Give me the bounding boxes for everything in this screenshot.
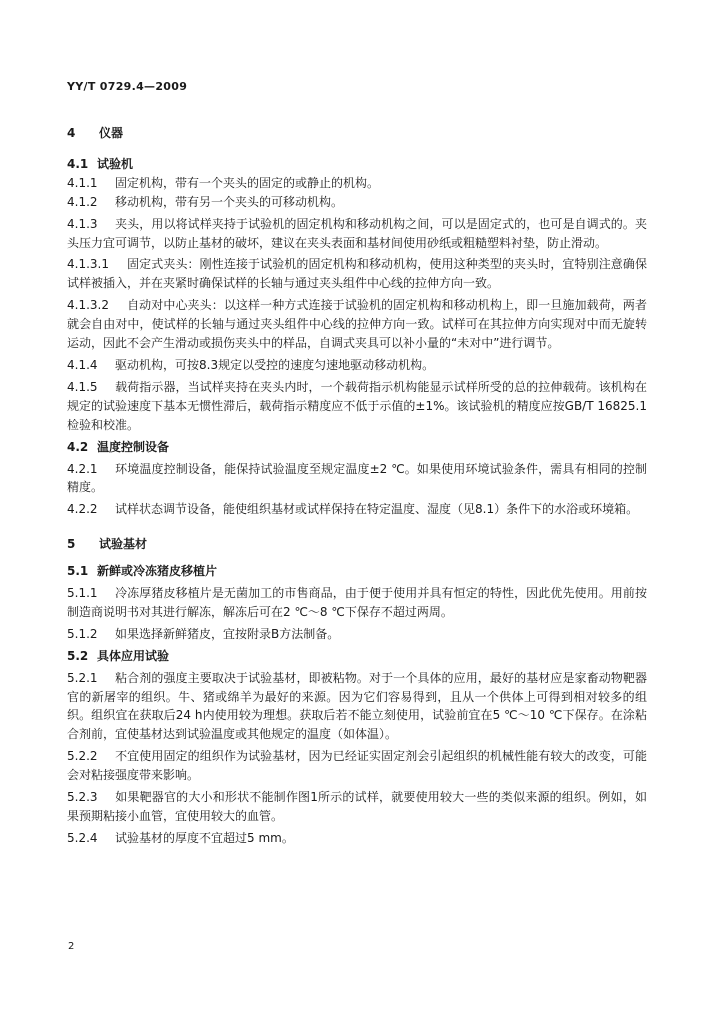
clause-4-1-3-2: 4.1.3.2 自动对中心夹头：以这样一种方式连接于试验机的固定机构和移动机构上，即一旦施加载荷，两者就会自由对中，使试样的长轴与通过夹头组件中心线的拉伸方向一致。试样可在其拉伸方向实现对中而无旋转运动，因此不会产生滑动或损伤夹头中的样品，自调式夹具可以补小量的“未对中”进行调节。 <box>67 298 647 351</box>
clause-4-1-heading: 4.1 试验机 <box>67 156 134 171</box>
clause-4-2-2: 4.2.2 试样状态调节设备，能使组织基材或试样保持在特定温度、湿度（见8.1）条件下的水浴或环境箱。 <box>67 502 639 517</box>
clause-4-1-2: 4.1.2 移动机构，带有另一个夹头的可移动机构。 <box>67 194 344 209</box>
clause-4-1-4: 4.1.4 驱动机构，可按8.3规定以受控的速度匀速地驱动移动机构。 <box>67 357 435 372</box>
clause-4-1-3: 4.1.3 夹头，用以将试样夹持于试验机的固定机构和移动机构之间，可以是固定式的，也可是自调式的。夹头压力宜可调节，以防止基材的破坏，建议在夹头表面和基材间使用砂纸或粗糙塑料衬垫，防止滑动。 <box>67 216 647 250</box>
clause-5-2-2: 5.2.2 不宜使用固定的组织作为试验基材，因为已经证实固定剂会引起组织的机械性能有较大的改变，可能会对粘接强度带来影响。 <box>67 749 647 783</box>
clause-4-1-5: 4.1.5 载荷指示器，当试样夹持在夹头内时，一个载荷指示机构能显示试样所受的总的拉伸载荷。该机构在规定的试验速度下基本无惯性滞后，载荷指示精度应不低于示值的±1%。该试验机的精度应按GB/T 16825.1检验和校准。 <box>67 379 647 432</box>
clause-4-1-3-1: 4.1.3.1 固定式夹头：刚性连接于试验机的固定机构和移动机构，使用这种类型的夹头时，宜特别注意确保试样被插入，并在夹紧时确保试样的长轴与通过夹头组件中心线的拉伸方向一致。 <box>67 257 647 291</box>
section-5-heading: 5 试验基材 <box>67 537 148 552</box>
clause-5-2-1: 5.2.1 粘合剂的强度主要取决于试验基材，即被粘物。对于一个具体的应用，最好的基材应是家畜动物靶器官的新屠宰的组织。牛、猪或绵羊为最好的来源。因为它们容易得到，且从一个供体上可得到相对较多的组织。组织宜在获取后24 h内使用较为理想。获取后若不能立刻使用，试验前宜在5 ℃～10 ℃下保存。在涂粘合剂前，宜使基材达到试验温度或其他规定的温度（如体温）。 <box>67 670 647 742</box>
clause-5-1-2: 5.1.2 如果选择新鲜猪皮，宜按附录B方法制备。 <box>67 626 340 641</box>
clause-5-1-1: 5.1.1 冷冻厚猪皮移植片是无菌加工的市售商品，由于便于使用并具有恒定的特性，因此优先使用。用前按制造商说明书对其进行解冻，解冻后可在2 ℃～8 ℃下保存不超过两周。 <box>67 586 647 619</box>
clause-5-2-heading: 5.2 具体应用试验 <box>67 648 170 663</box>
clause-4-2-heading: 4.2 温度控制设备 <box>67 439 170 454</box>
standard-code: YY/T 0729.4—2009 <box>67 80 188 93</box>
section-4-heading: 4 仪器 <box>67 126 124 140</box>
clause-4-1-1: 4.1.1 固定机构，带有一个夹头的固定的或静止的机构。 <box>67 175 380 190</box>
clause-5-2-3: 5.2.3 如果靶器官的大小和形状不能制作图1所示的试样，就要使用较大一些的类似来源的组织。例如，如果预期粘接小血管，宜使用较大的血管。 <box>67 790 647 823</box>
clause-5-1-heading: 5.1 新鲜或冷冻猪皮移植片 <box>67 564 218 579</box>
page-number: 2 <box>68 941 75 952</box>
clause-5-2-4: 5.2.4 试验基材的厚度不宜超过5 mm。 <box>67 830 294 845</box>
document-body <box>67 124 647 848</box>
clause-4-2-1: 4.2.1 环境温度控制设备，能保持试验温度至规定温度±2 ℃。如果使用环境试验条件，需具有相同的控制精度。 <box>67 461 647 495</box>
